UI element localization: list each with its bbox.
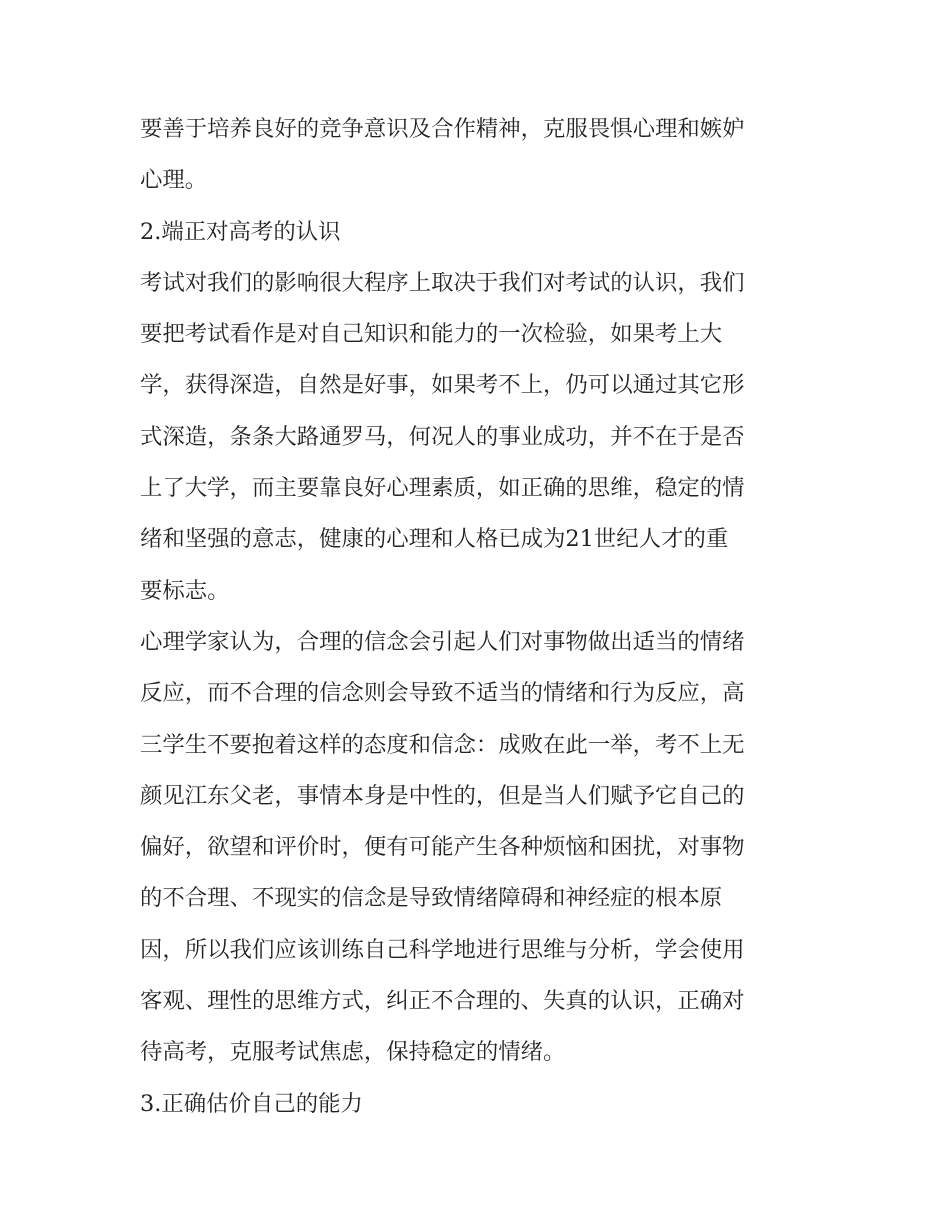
text-line: 绪和坚强的意志，健康的心理和人格已成为21世纪人才的重 <box>140 526 729 553</box>
text-line: 心理学家认为，合理的信念会引起人们对事物做出适当的情绪 <box>140 628 745 655</box>
section-heading: 2.端正对高考的认识 <box>140 218 341 245</box>
text-line: 学，获得深造，自然是好事，如果考不上，仍可以通过其它形 <box>140 372 745 399</box>
text-line: 的不合理、不现实的信念是导致情绪障碍和神经症的根本原 <box>140 885 723 912</box>
text-line: 考试对我们的影响很大程序上取决于我们对考试的认识，我们 <box>140 269 745 296</box>
text-line: 心理。 <box>140 167 208 194</box>
text-line: 因，所以我们应该训练自己科学地进行思维与分析，学会使用 <box>140 936 745 963</box>
text-line: 颜见江东父老，事情本身是中性的，但是当人们赋予它自己的 <box>140 782 745 809</box>
document-page <box>140 104 815 1130</box>
text-line: 反应，而不合理的信念则会导致不适当的情绪和行为反应，高 <box>140 680 745 707</box>
text-line: 偏好，欲望和评价时，便有可能产生各种烦恼和困扰，对事物 <box>140 834 745 861</box>
text-line: 要善于培养良好的竞争意识及合作精神，克服畏惧心理和嫉妒 <box>140 116 745 142</box>
text-line: 客观、理性的思维方式，纠正不合理的、失真的认识，正确对 <box>140 988 745 1015</box>
text-line: 待高考，克服考试焦虑，保持稳定的情绪。 <box>140 1039 566 1066</box>
section-heading: 3.正确估价自己的能力 <box>140 1090 363 1117</box>
text-line: 式深造，条条大路通罗马，何况人的事业成功，并不在于是否 <box>140 423 745 450</box>
text-line: 三学生不要抱着这样的态度和信念：成败在此一举，考不上无 <box>140 731 745 758</box>
text-line: 要把考试看作是对自己知识和能力的一次检验，如果考上大 <box>140 321 723 348</box>
text-line: 上了大学，而主要靠良好心理素质，如正确的思维，稳定的情 <box>140 475 745 502</box>
text-line: 要标志。 <box>140 577 230 604</box>
